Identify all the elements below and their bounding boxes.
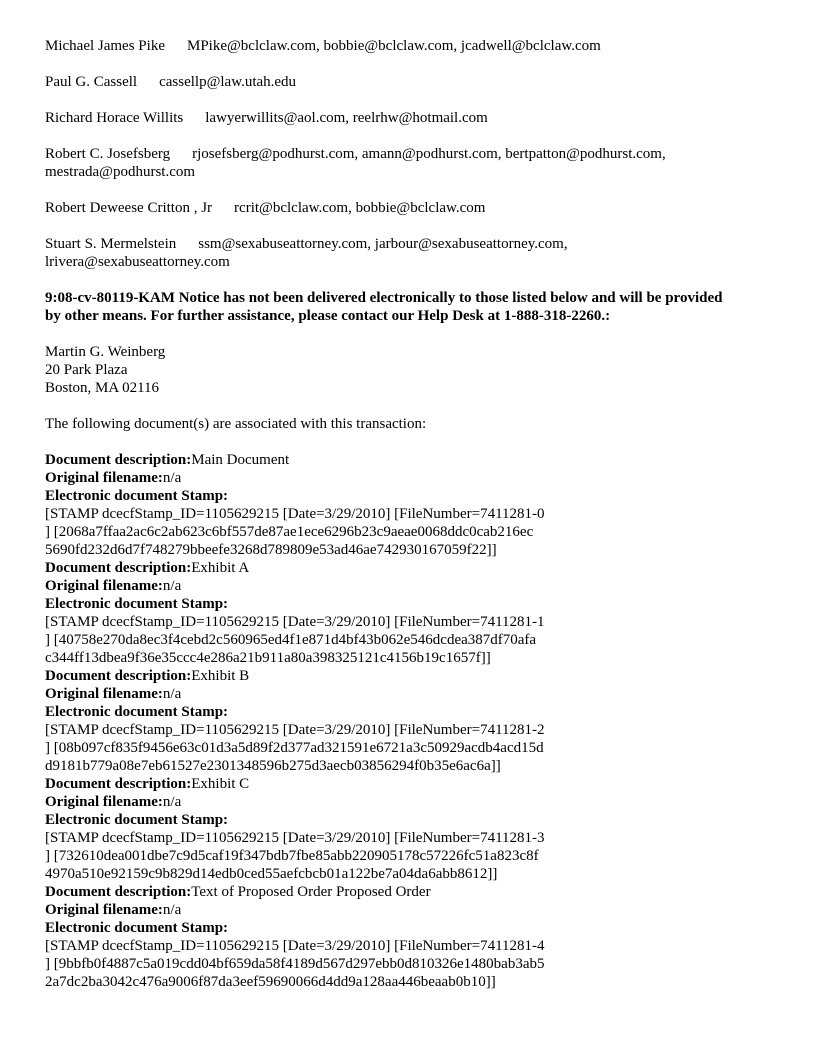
recipient-emails: ssm@sexabuseattorney.com, jarbour@sexabuseattorney.com, [198,236,568,252]
document-description: Main Document [191,452,290,468]
recipient-emails: lawyerwillits@aol.com, reelrhw@hotmail.com [205,110,488,126]
document-stamp [45,937,775,991]
document-description: Exhibit A [191,560,250,576]
document-stamp [45,505,775,559]
stamp-label: Electronic document Stamp: [45,596,229,612]
stamp-line: [STAMP dcecfStamp_ID=1105629215 [Date=3/29/2010] [FileNumber=7411281-2 [45,722,545,738]
filename-label: Original filename: [45,902,163,918]
stamp-label: Electronic document Stamp: [45,488,229,504]
recipient [45,199,775,217]
document-description: Exhibit C [191,776,250,792]
recipient-name: Robert Deweese Critton , Jr [45,200,213,216]
recipient-emails: MPike@bclclaw.com, bobbie@bclclaw.com, jcadwell@bclclaw.com [186,38,601,54]
document-filename: n/a [162,686,182,702]
recipient [45,109,775,127]
document-entry [45,559,775,667]
recipient-name: Stuart S. Mermelstein [45,236,177,252]
description-label: Document description: [45,776,192,792]
address-name: Martin G. Weinberg [45,344,166,360]
document-description: Text of Proposed Order Proposed Order [191,884,431,900]
recipient-emails: cassellp@law.utah.edu [159,74,297,90]
document-stamp [45,721,775,775]
document-list [45,451,775,991]
stamp-label: Electronic document Stamp: [45,704,229,720]
stamp-line: ] [732610dea001dbe7c9d5caf19f347bdb7fbe85abb220905178c57226fc51a823c8f [45,848,539,864]
filename-label: Original filename: [45,470,163,486]
stamp-line: [STAMP dcecfStamp_ID=1105629215 [Date=3/29/2010] [FileNumber=7411281-1 [45,614,545,630]
recipient [45,235,775,271]
address-street: 20 Park Plaza [45,362,128,378]
document-filename: n/a [162,794,182,810]
document-stamp [45,829,775,883]
filename-label: Original filename: [45,578,163,594]
stamp-line: [STAMP dcecfStamp_ID=1105629215 [Date=3/29/2010] [FileNumber=7411281-0 [45,506,545,522]
recipient-name: Paul G. Cassell [45,74,138,90]
recipient-name: Michael James Pike [45,38,165,54]
stamp-line: ] [2068a7ffaa2ac6c2ab623c6bf557de87ae1ece6296b23c9aeae0068ddc0cab216ec [45,524,534,540]
stamp-line: 2a7dc2ba3042c476a9006f87da3eef59690066d4dd9a128aa446beaab0b10]] [45,974,496,990]
recipient-emails: rcrit@bclclaw.com, bobbie@bclclaw.com [234,200,486,216]
document-filename: n/a [162,470,182,486]
stamp-line: 5690fd232d6d7f748279bbeefe3268d789809e53ad46ae742930167059f22]] [45,542,497,558]
notice-page [45,37,775,991]
address-city: Boston, MA 02116 [45,380,160,396]
associated-documents-intro: The following document(s) are associated with this transaction: [45,416,427,432]
stamp-line: [STAMP dcecfStamp_ID=1105629215 [Date=3/29/2010] [FileNumber=7411281-4 [45,938,545,954]
recipient [45,73,775,91]
notice-line: 9:08-cv-80119-KAM Notice has not been delivered electronically to those listed below and will be provided [45,290,723,306]
recipient [45,145,775,181]
stamp-label: Electronic document Stamp: [45,920,229,936]
stamp-line: ] [08b097cf835f9456e63c01d3a5d89f2d377ad321591e6721a3c50929acdb4acd15d [45,740,544,756]
stamp-line: ] [40758e270da8ec3f4cebd2c560965ed4f1e871d4bf43b062e546dcdea387df70afa [45,632,537,648]
filename-label: Original filename: [45,794,163,810]
stamp-line: d9181b779a08e7eb61527e2301348596b275d3aecb03856294f0b35e6ac6a]] [45,758,501,774]
recipient-list [45,37,775,271]
document-stamp [45,613,775,667]
recipient-emails-continued: mestrada@podhurst.com [45,164,196,180]
recipient-emails-continued: lrivera@sexabuseattorney.com [45,254,230,270]
description-label: Document description: [45,884,192,900]
delivery-notice [45,289,775,325]
document-entry [45,883,775,991]
description-label: Document description: [45,668,192,684]
stamp-line: c344ff13dbea9f36e35ccc4e286a21b911a80a398325121c4156b19c1657f]] [45,650,491,666]
document-filename: n/a [162,578,182,594]
stamp-line: [STAMP dcecfStamp_ID=1105629215 [Date=3/29/2010] [FileNumber=7411281-3 [45,830,545,846]
recipient-name: Richard Horace Willits [45,110,184,126]
stamp-line: ] [9bbfb0f4887c5a019cdd04bf659da58f4189d567d297ebb0d810326e1480bab3ab5 [45,956,545,972]
stamp-label: Electronic document Stamp: [45,812,229,828]
description-label: Document description: [45,560,192,576]
recipient [45,37,775,55]
notice-line: by other means. For further assistance, please contact our Help Desk at 1-888-318-2260.: [45,308,611,324]
document-filename: n/a [162,902,182,918]
mail-address [45,343,775,397]
description-label: Document description: [45,452,192,468]
document-entry [45,775,775,883]
stamp-line: 4970a510e92159c9b829d14edb0ced55aefcbcb01a122be7a04da6abb8612]] [45,866,498,882]
document-entry [45,451,775,559]
filename-label: Original filename: [45,686,163,702]
document-entry [45,667,775,775]
document-description: Exhibit B [191,668,250,684]
recipient-name: Robert C. Josefsberg [45,146,171,162]
recipient-emails: rjosefsberg@podhurst.com, amann@podhurst.com, bertpatton@podhurst.com, [192,146,666,162]
